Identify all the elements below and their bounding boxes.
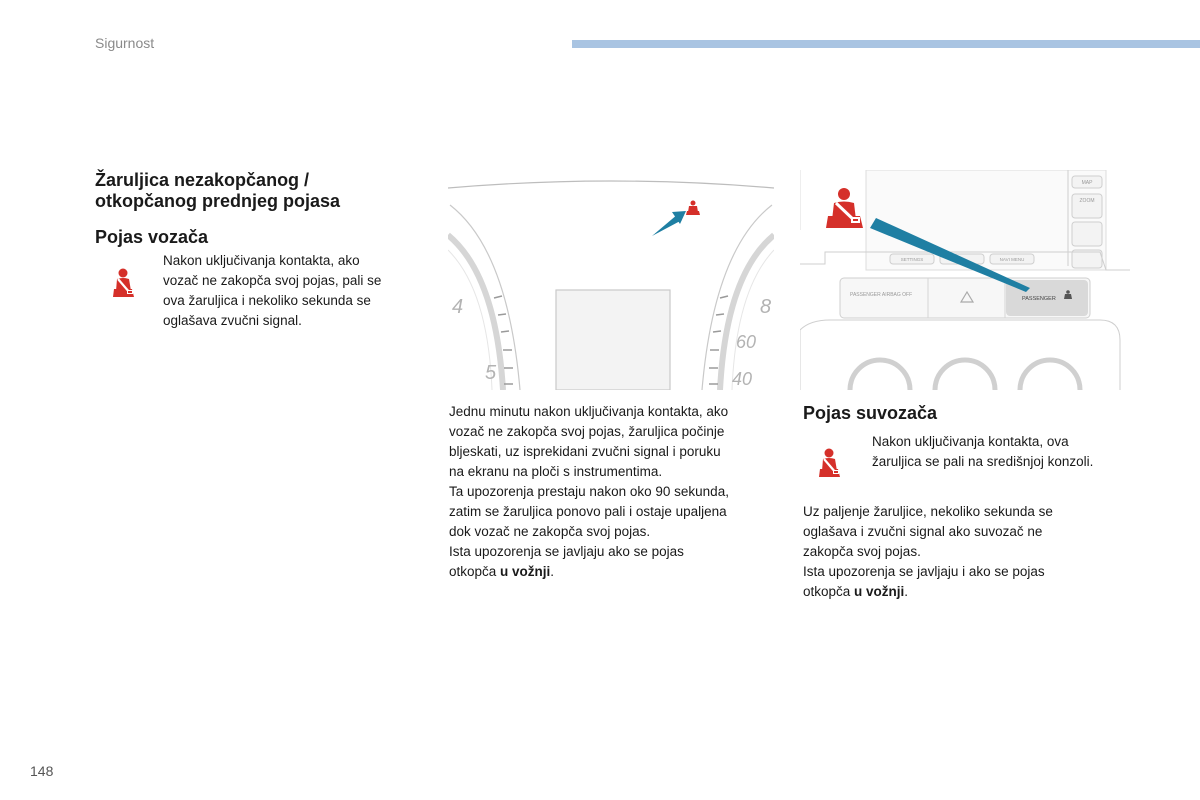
text-line (449, 562, 779, 582)
gauge-number: 8 (760, 296, 772, 318)
text-fragment: otkopča (449, 564, 501, 579)
section-label: Sigurnost (95, 35, 155, 51)
emphasis-text: u vožnji (500, 564, 551, 579)
text-line: oglašava zvučni signal. (163, 313, 302, 328)
page-number: 148 (30, 763, 54, 779)
text-fragment: . (904, 584, 909, 599)
text-line: Nakon uključivanja kontakta, ova (872, 434, 1069, 449)
title-line-2: otkopčanog prednjeg pojasa (95, 191, 341, 211)
center-console-figure (800, 170, 1130, 390)
title-line-1: Žaruljica nezakopčanog / (95, 170, 310, 190)
gauge-number: 5 (485, 362, 497, 384)
cluster-text (449, 402, 779, 582)
text-line: Ista upozorenja se javljaju ako se pojas (449, 544, 684, 559)
seatbelt-warning-icon (814, 447, 846, 479)
gauge-number: 60 (736, 332, 757, 352)
text-line (803, 582, 1143, 602)
text-line: Ista upozorenja se javljaju i ako se pojas (803, 564, 1045, 579)
text-line: vozač ne zakopča svoj pojas, žaruljica počinje (449, 424, 725, 439)
gauge-number: 4 (452, 296, 464, 318)
text-fragment: . (550, 564, 555, 579)
passenger-text (872, 432, 1192, 472)
side-button-label: ZOOM (1079, 198, 1095, 204)
text-line: Uz paljenje žaruljice, nekoliko sekunda se (803, 504, 1053, 519)
text-line: zatim se žaruljica ponovo pali i ostaje upaljena (449, 504, 727, 519)
side-button-label: MAP (1081, 180, 1093, 186)
seatbelt-warning-icon (108, 267, 140, 299)
text-line: ova žaruljica i nekoliko sekunda se (163, 293, 371, 308)
text-line: dok vozač ne zakopča svoj pojas. (449, 524, 651, 539)
text-line: Ta upozorenja prestaju nakon oko 90 sekunda, (449, 484, 729, 499)
console-text (803, 502, 1143, 602)
text-line: zakopča svoj pojas. (803, 544, 921, 559)
console-button-label: NAVI MENU (999, 257, 1025, 262)
text-line: žaruljica se pali na središnjoj konzoli. (872, 454, 1094, 469)
text-line: bljeskati, uz isprekidani zvučni signal i poruku (449, 444, 721, 459)
text-line: na ekranu na ploči s instrumentima. (449, 464, 663, 479)
header-accent-bar (572, 40, 1200, 48)
driver-text (163, 251, 423, 331)
gauge-number: 40 (732, 369, 753, 389)
passenger-heading: Pojas suvozača (803, 403, 938, 423)
passenger-button-label: PASSENGER (1022, 296, 1056, 302)
driver-heading: Pojas vozača (95, 227, 209, 247)
emphasis-text: u vožnji (854, 584, 905, 599)
instrument-cluster-figure (448, 180, 774, 390)
text-line: Jednu minutu nakon uključivanja kontakta, ako (449, 404, 729, 419)
console-button-label: SETTINGS (900, 257, 924, 262)
airbag-off-label: PASSENGER AIRBAG OFF (850, 292, 913, 298)
text-fragment: otkopča (803, 584, 855, 599)
text-line: Nakon uključivanja kontakta, ako (163, 253, 360, 268)
text-line: vozač ne zakopča svoj pojas, pali se (163, 273, 382, 288)
page-title (95, 170, 340, 212)
text-line: oglašava i zvučni signal ako suvozač ne (803, 524, 1043, 539)
